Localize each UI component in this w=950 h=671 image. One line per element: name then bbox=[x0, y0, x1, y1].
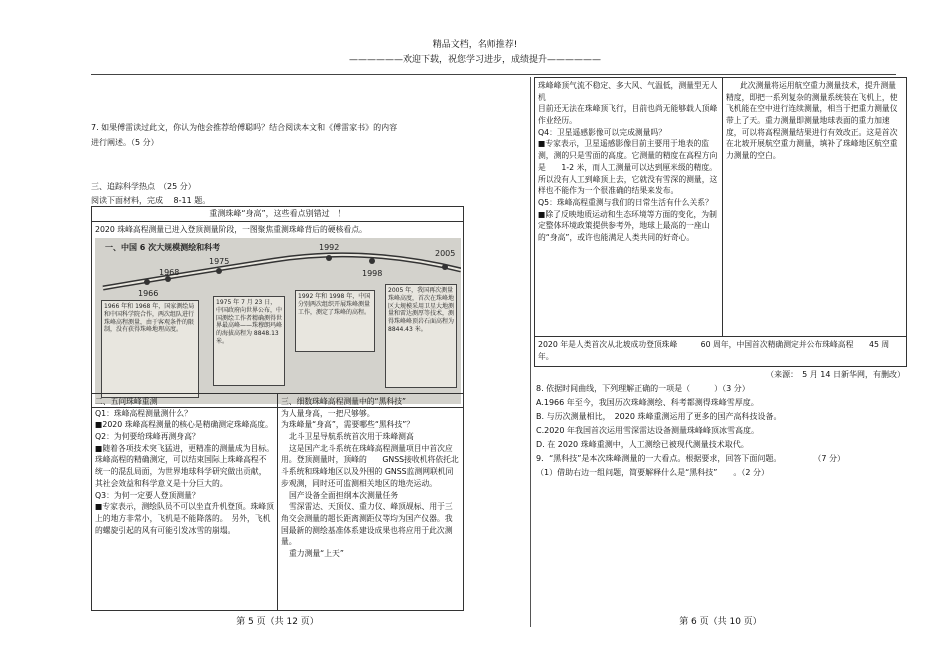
q2: Q2：为何要给珠峰再测身高？ bbox=[95, 432, 200, 442]
note-1992: 1992 年和 1998 年，中国分别两次组织开展珠峰测量工作，测定了珠峰的高程。 bbox=[295, 290, 375, 352]
question-7-score: 进行阐述。（5 分） bbox=[91, 138, 159, 147]
question-8: 8. 依据时间曲线，下列理解正确的一项是（ ）（3 分） bbox=[536, 384, 750, 393]
reading-instruction: 阅读下面材料，完成 8-11 题。 bbox=[91, 196, 211, 205]
source-line: （来源： 5 月 14 日新华网，有删改） bbox=[766, 370, 905, 379]
q4: Q4：卫星遥感影像可以完成测量吗？ bbox=[538, 127, 667, 137]
uav-line-2: 目前还无法在珠峰顶飞行，目前也尚无能够载人顶峰作业经历。 bbox=[538, 104, 718, 126]
year-1998: 1998 bbox=[362, 269, 383, 278]
year-1968: 1968 bbox=[159, 268, 180, 277]
section-3-title: 三、追踪科学热点 （25 分） bbox=[91, 182, 196, 191]
black-tech-title: 三、细数珠峰高程测量中的“黑科技” bbox=[281, 397, 407, 406]
domestic-text: 雪深雷达、天顶仪、重力仪、峰顶觇标、用于三角交会测量的超长距离测距仪等均为国产仪器。我国最新的测绘基准体系建设成果也将应用于此次测量。 bbox=[281, 502, 453, 547]
note-1975: 1975 年 7 月 23 日，中国政府向世界公布，中国测绘工作者精确测得世界最高峰——珠穆朗玛峰的海拔高程为 8848.13 米。 bbox=[213, 296, 285, 386]
question-9-part-1: （1）借助右边一组问题，简要解释什么是“黑科技” 。（2 分） bbox=[536, 468, 770, 477]
continued-column-a bbox=[535, 78, 723, 336]
question-9: 9．“黑科技”是本次珠峰测量的一大看点。根据要求，回答下面问题。 （7 分） bbox=[536, 454, 846, 463]
domestic-heading: 国产设备全面担纲本次测量任务 bbox=[289, 490, 399, 500]
q8-option-c[interactable]: C.2020 年我国首次运用雪深雷达设备测量珠峰峰顶冰雪高度。 bbox=[536, 426, 760, 435]
black-tech-line-1: 为人量身高，一把尺够够。 bbox=[281, 408, 375, 418]
q5-answer: ■除了反映地质运动和生态环境等方面的变化，为制定整体环境政策提供参考外，地球上最高的一座山的“身高”，或许也能满足人类共同的好奇心。 bbox=[538, 209, 717, 242]
right-page-footer: 第 6 页（共 10 页） bbox=[679, 617, 762, 627]
article-frame bbox=[91, 206, 464, 408]
question-7: 7. 如果傅雷读过此文，你认为他会推荐给傅聪吗？结合阅读本文和《傅雷家书》的内容 bbox=[91, 123, 398, 132]
q1: Q1：珠峰高程测量测什么？ bbox=[95, 408, 192, 418]
beidou-heading: 北斗卫星导航系统首次用于珠峰测高 bbox=[289, 432, 414, 442]
year-2005: 2005 bbox=[435, 249, 456, 258]
q3: Q3：为何一定要人登顶测量？ bbox=[95, 490, 200, 500]
article-intro: 2020 珠峰高程测量已进入登顶测量阶段，一图聚焦重测珠峰背后的硬核看点。 bbox=[95, 225, 367, 234]
header-rule bbox=[91, 74, 896, 75]
header-line-2: ——————欢迎下载，祝您学习进步，成绩提升—————— bbox=[348, 55, 601, 65]
five-questions-column bbox=[92, 394, 278, 610]
year-1992: 1992 bbox=[319, 243, 340, 252]
left-page-footer: 第 5 页（共 12 页） bbox=[236, 617, 319, 627]
article-body-frame bbox=[91, 393, 464, 611]
timeline-heading: 一、中国 6 次大规模测绘和科考 bbox=[105, 243, 221, 252]
q8-option-d[interactable]: D. 在 2020 珠峰重测中，人工测绘已被现代测量技术取代。 bbox=[536, 440, 749, 449]
article-continued-frame bbox=[534, 77, 907, 367]
q4-answer: ■专家表示，卫星遥感影像目前主要用于地表的监测，测的只是雪面的高度。它测量的精度在高程方向是 1-2 米，而人工测量可以达到厘米级的精度。所以没有人工到峰顶上去，它就没有雪深的测量，这样也不能作为一个很准确的结果来发布。 bbox=[538, 139, 718, 196]
q8-option-b[interactable]: B. 与历次测量相比， 2020 珠峰重测运用了更多的国产高科技设备。 bbox=[536, 412, 782, 421]
continued-column-b: 此次测量将运用航空重力测量技术，提升测量精度，即把一系列复杂的测量系统装在飞机上，使飞机能在空中进行连续测量，相当于把重力测量仪带上了天。重力测量即测量地球表面的重力加速度，可以将高程测量结果进行有效改正。这是首次在北坡开展航空重力测量，填补了珠峰地区航空重力测量的空白。 bbox=[726, 81, 898, 161]
black-tech-column bbox=[278, 394, 463, 610]
black-tech-line-2: 为珠峰量“身高”，需要哪些“黑科技”？ bbox=[281, 420, 415, 430]
article-title: 重测珠峰“身高”，这些看点别错过 ！ bbox=[92, 207, 463, 222]
q2-answer: ■随着各项技术突飞猛进，更精准的测量成为目标。珠峰高程的精确测定，可以结束国际上珠峰高程不统一的混乱局面，为世界地球科学研究做出贡献，其社会效益和科学意义是十分巨大的。 bbox=[95, 443, 274, 488]
q3-answer: ■专家表示，测绘队员不可以坐直升机登顶。珠峰顶上的地方非常小，飞机是不能降落的。 另外，飞机的螺旋引起的风有可能引发冰雪的崩塌。 bbox=[95, 502, 274, 535]
gravity-heading: 重力测量“上天” bbox=[289, 548, 344, 558]
year-1966: 1966 bbox=[138, 289, 159, 298]
timeline-photo bbox=[95, 238, 461, 404]
year-1975: 1975 bbox=[209, 257, 230, 266]
five-questions-title: 二、五问珠峰重测 bbox=[95, 397, 158, 406]
q1-answer: ■2020 珠峰高程测量的核心是精确测定珠峰高度。 bbox=[95, 420, 273, 430]
header-line-1: 精品文档，名师推荐! bbox=[432, 40, 518, 50]
note-1966: 1966 年和 1968 年，国家测绘局和中国科学院合作，两次组队进行珠峰高程测量，由于客观条件的限制，没有获得珠峰地理高度。 bbox=[101, 300, 199, 398]
anniversary-row: 2020 年是人类首次从北坡成功登顶珠峰 60 周年，中国首次精确测定并公布珠峰高程 45 周年。 bbox=[535, 336, 906, 366]
page-divider bbox=[530, 77, 531, 627]
note-2005: 2005 年，我国再次测量珠峰高度，首次在珠峰地区大规模采用卫星大地测量和雷达测厚等技术，测得珠峰峰顶岩石面高程为 8844.43 米。 bbox=[385, 284, 457, 388]
q8-option-a[interactable]: A.1966 年至今，我国历次珠峰测绘、科考都测得珠峰雪厚度。 bbox=[536, 398, 759, 407]
beidou-text: 这是国产北斗系统在珠峰高程测量项目中首次应用。登顶测量时，顶峰的 GNSS接收机将依托北斗系统和珠峰地区以及外围的 GNSS监测网联机同步观测，同时还可监测相关地区的地壳运动。 bbox=[281, 443, 459, 488]
q5: Q5：珠峰高程重测与我们的日常生活有什么关系？ bbox=[538, 197, 713, 207]
uav-line: 珠峰峰顶气流不稳定、多大风、气温低，测量型无人机 bbox=[538, 81, 718, 102]
